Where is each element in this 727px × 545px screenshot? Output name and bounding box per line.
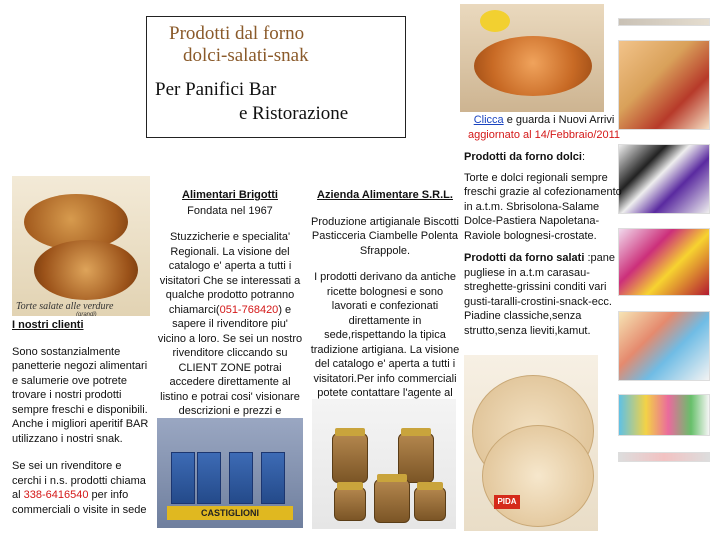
cake-shape <box>474 36 592 96</box>
phone-number: 338-6416540 <box>23 489 89 501</box>
header-banner <box>146 16 406 138</box>
savory-pies-photo <box>12 176 150 316</box>
lemon-shape <box>480 10 510 32</box>
azienda-products: Produzione artigianale Biscotti Pasticceria Ciambelle Polenta Sfrappole. <box>311 215 459 257</box>
pie-shape-2 <box>34 240 138 300</box>
azienda-text: I prodotti derivano da antiche ricette bolognesi e sono lavorati e confezionati direttamente in sede,rispettando la tipica tradizione artigiana. La visione del catalogo e' aperta a tutti i visitatori.Per info commerciali potete contattare l'agente al <box>310 271 460 399</box>
azienda-heading: Azienda Alimentare S.R.L. <box>317 189 453 201</box>
thumbnail-gift-basket[interactable] <box>618 40 710 130</box>
right-column <box>464 113 624 338</box>
banner-line-2: dolci-salati-snak <box>183 45 309 66</box>
clicca-link[interactable]: Clicca <box>473 114 504 126</box>
update-date: aggiornato al 14/Febbraio/2011 <box>467 128 621 141</box>
banner-line-3: Per Panifici Bar <box>155 79 277 100</box>
jars-photo <box>312 399 456 529</box>
jar-shape <box>414 487 446 521</box>
banner-line-1: Prodotti dal forno <box>169 23 305 44</box>
photo-caption: Torte salate alle verdure <box>16 301 114 312</box>
thumbnail-strip-bottom <box>618 452 710 462</box>
thumbnail-gift-box[interactable] <box>618 311 710 381</box>
clients-heading: I nostri clienti <box>12 319 84 331</box>
salati-text: Prodotti da forno salati :pane pugliese in a.t.m carasau-streghette-grissini conditi vari gusti-taralli-crostini-snack-ecc. Piadine classiche,senza strutto,senza lieviti,kamut. <box>464 252 615 337</box>
flatbread-photo <box>464 355 598 531</box>
jar-shape <box>332 433 368 483</box>
banner-line-4: e Ristorazione <box>239 103 349 124</box>
clients-text: Sono sostanzialmente panetterie negozi alimentari e salumerie ove potrete trovare i nostri prodotti sempre freschi e disponibili. Anche i migliori aperitif BAR utilizzano i nostri snak. <box>12 345 149 445</box>
brand-label: CASTIGLIONI <box>167 506 293 520</box>
dolci-title: Prodotti da forno dolci <box>464 151 582 163</box>
dolci-text: Torte e dolci regionali sempre freschi grazie al cofezionamento in a.t.m. Sbrisolona-Salame Dolce-Pastiera Napoletana-Raviole bolognesi-crostate. <box>464 171 622 242</box>
brigotti-heading: Alimentari Brigotti <box>182 189 278 201</box>
jar-shape <box>374 479 410 523</box>
brigotti-founded: Fondata nel 1967 <box>187 204 273 217</box>
azienda-column <box>310 188 460 415</box>
thumbnail-colored-eggs[interactable] <box>618 394 710 436</box>
photo-caption-small: (grandi) <box>76 312 97 316</box>
thumbnail-gift-pink[interactable] <box>618 228 710 296</box>
left-column <box>12 318 152 517</box>
salati-title: Prodotti da forno salati <box>464 252 585 264</box>
thumbnail-strip-top <box>618 18 710 26</box>
cake-photo[interactable] <box>460 4 604 112</box>
product-box <box>171 452 195 504</box>
jar-shape <box>334 487 366 521</box>
new-arrivals-line: Clicca e guarda i Nuovi Arrivi <box>473 114 615 126</box>
product-box <box>229 452 253 504</box>
brigotti-column <box>157 188 303 433</box>
brigotti-phone: 051-768420 <box>219 303 279 316</box>
brigotti-text: Stuzzicherie e specialita' Regionali. La visione del catalogo e' aperta a tutti i visitatori Che se interessati a qualche prodotto potranno chiamarci(051-768420) e sapere il rivenditore piu' vicino a loro. Se sei un nostro rivenditore cliccando su CLIENT ZONE potrai accedere direttamente al listino e potrai cosi' visionare descrizioni e prezzi e <box>157 231 303 417</box>
product-box <box>197 452 221 504</box>
product-box <box>261 452 285 504</box>
brand-tag: PIDA <box>494 495 520 509</box>
flatbread-shape <box>482 425 594 527</box>
reseller-text: Se sei un rivenditore e cerchi i n.s. prodotti chiama al 338-6416540 per info commerciali o visite in sede <box>12 460 147 516</box>
thumbnail-easter-eggs[interactable] <box>618 144 710 214</box>
dolci-title-line: Prodotti da forno dolci: <box>464 151 585 163</box>
pasta-products-photo <box>157 418 303 528</box>
